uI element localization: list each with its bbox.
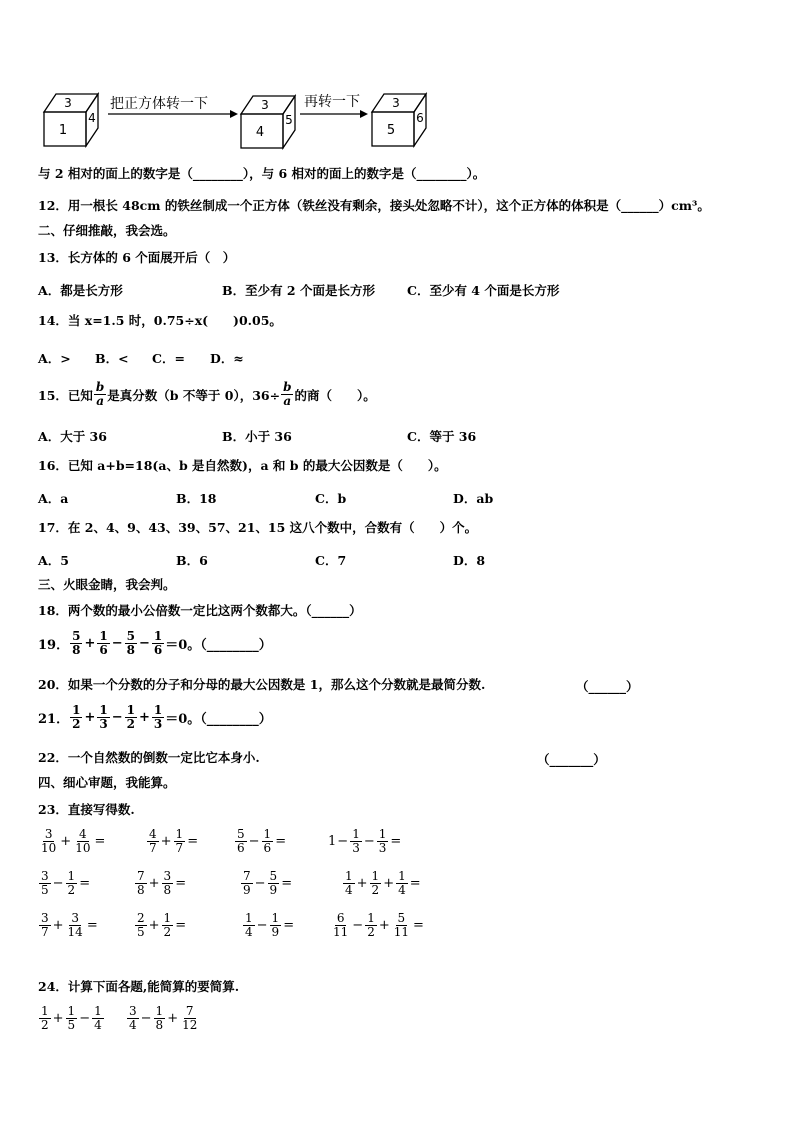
q17-option-a: A．5	[38, 553, 69, 568]
frac-1-3: $\frac{1}{3}$	[153, 703, 163, 731]
q23-item-5: $\frac{3}{5}$ − $\frac{1}{2}$ =	[41, 869, 91, 897]
q16-option-a: A．a	[38, 491, 69, 506]
q17-option-c: C．7	[315, 553, 347, 568]
q13-stem: 13．长方体的 6 个面展开后（ ）	[38, 250, 236, 265]
q19-tail: ＝0。（________）	[165, 638, 272, 653]
q23-item-12: $\frac{6}{11}$ − $\frac{1}{2}$ + $\frac{5}{11}$ =	[333, 911, 424, 939]
q20-text: 20．如果一个分数的分子和分母的最大公因数是 1，那么这个分数就是最简分数.	[38, 677, 486, 692]
frac-1-3: $\frac{1}{3}$	[99, 703, 108, 731]
q24-item-1: $\frac{1}{2}$ + $\frac{1}{5}$ − $\frac{1}{4}$	[41, 1004, 102, 1032]
q17-option-d: D．8	[453, 553, 486, 568]
cube-2	[241, 96, 295, 148]
cube-2-side: 5	[285, 113, 293, 127]
q15-post: 的商（ ）。	[294, 387, 376, 403]
frac-1-2: $\frac{1}{2}$	[126, 703, 135, 731]
q21-number: 21．	[38, 712, 70, 727]
q13-option-c: C．至少有 4 个面是长方形	[407, 283, 560, 298]
cube-2-top: 3	[261, 98, 269, 112]
q21-expression: 21． $\frac{1}{2}$ + $\frac{1}{3}$ − $\frac{1}{2}$ + $\frac{1}{3}$ ＝0。（________）	[38, 703, 272, 731]
q20-blank: （______）	[576, 679, 639, 694]
q15-option-b: B．小于 36	[222, 429, 292, 444]
frac-1-6: $\frac{1}{6}$	[99, 629, 108, 657]
q23-item-4: 1 − $\frac{1}{3}$ − $\frac{1}{3}$ =	[328, 827, 402, 855]
q14-option-d: D．≈	[210, 351, 244, 366]
q13-option-b: B．至少有 2 个面是长方形	[222, 283, 375, 298]
q12-text: 12．用一根长 48cm 的铁丝制成一个正方体（铁丝没有剩余，接头处忽略不计），这个正方体的体积是（______）cm³。	[38, 198, 710, 213]
fraction-b-over-a: $\frac{b}{a}$	[95, 380, 105, 408]
q16-option-d: D．ab	[453, 491, 494, 506]
q15-mid: 是真分数（b 不等于 0），36÷	[107, 387, 281, 403]
q11-text: 与 2 相对的面上的数字是（________），与 6 相对的面上的数字是（________）。	[38, 166, 486, 181]
cube-1-side: 4	[88, 111, 96, 125]
q23-item-3: $\frac{5}{6}$ − $\frac{1}{6}$ =	[237, 827, 287, 855]
rotate-arrow-1	[108, 95, 238, 118]
cube-3-side: 6	[416, 111, 424, 125]
q23-item-6: $\frac{7}{8}$ + $\frac{3}{8}$ =	[137, 869, 187, 897]
q13-option-a: A．都是长方形	[38, 283, 123, 298]
q15-option-c: C．等于 36	[407, 429, 477, 444]
q15-pre: 15．已知	[38, 387, 93, 403]
q24-title: 24．计算下面各题,能简算的要简算.	[38, 979, 240, 994]
cube-2-front: 4	[255, 125, 265, 140]
q21-tail: ＝0。（________）	[165, 712, 272, 727]
frac-1-2: $\frac{1}{2}$	[72, 703, 81, 731]
q17-option-b: B．6	[176, 553, 208, 568]
fraction-b-over-a-2: $\frac{b}{a}$	[283, 380, 292, 408]
q19-number: 19．	[38, 638, 70, 653]
q24-item-2: $\frac{3}{4}$ − $\frac{1}{8}$ + $\frac{7}{12}$	[129, 1004, 198, 1032]
q14-option-b: B．<	[95, 351, 129, 366]
cube-3-front: 5	[386, 123, 396, 138]
q18-text: 18．两个数的最小公倍数一定比这两个数都大。（______）	[38, 603, 362, 618]
q15-stem	[38, 381, 376, 408]
q22-blank: （_______）	[537, 752, 606, 767]
cube-3	[372, 94, 426, 146]
section-2-heading: 二、仔细推敲，我会选。	[38, 223, 176, 238]
arrow-1-label: 把正方体转一下	[110, 96, 208, 112]
cube-3-top: 3	[392, 96, 400, 110]
cube-rotation-figure	[38, 88, 478, 158]
section-3-heading: 三、火眼金睛，我会判。	[38, 577, 176, 592]
q16-stem: 16．已知 a+b=18(a、b 是自然数)，a 和 b 的最大公因数是（ ）。	[38, 458, 447, 473]
q15-option-a: A．大于 36	[38, 429, 107, 444]
section-4-heading: 四、细心审题，我能算。	[38, 775, 176, 790]
cube-1	[44, 94, 98, 146]
arrow-2-label: 再转一下	[304, 94, 360, 110]
q23-item-11: $\frac{1}{4}$ − $\frac{1}{9}$ =	[245, 911, 295, 939]
q17-stem: 17．在 2、4、9、43、39、57、21、15 这八个数中，合数有（ ）个。	[38, 520, 478, 535]
q14-option-c: C．=	[152, 351, 185, 366]
q23-item-2: $\frac{4}{7}$ + $\frac{1}{7}$ =	[149, 827, 199, 855]
frac-5-8: $\frac{5}{8}$	[126, 629, 135, 657]
cube-1-front: 1	[58, 123, 68, 138]
q23-title: 23．直接写得数.	[38, 802, 135, 817]
frac-1-6: $\frac{1}{6}$	[153, 629, 163, 657]
q14-stem: 14．当 x=1.5 时，0.75÷x( )0.05。	[38, 313, 282, 328]
q23-item-1: $\frac{3}{10}$ + $\frac{4}{10}$ =	[41, 827, 106, 855]
q23-item-8: $\frac{1}{4}$ + $\frac{1}{2}$ + $\frac{1}{4}$ =	[345, 869, 421, 897]
q16-option-c: C．b	[315, 491, 347, 506]
q19-expression: 19． $\frac{5}{8}$ + $\frac{1}{6}$ − $\frac{5}{8}$ − $\frac{1}{6}$ ＝0。（________）	[38, 629, 272, 657]
rotate-arrow-2	[300, 94, 368, 118]
cube-1-top: 3	[64, 96, 72, 110]
q23-item-7: $\frac{7}{9}$ − $\frac{5}{9}$ =	[243, 869, 293, 897]
frac-5-8: $\frac{5}{8}$	[72, 629, 81, 657]
q14-option-a: A．>	[38, 351, 71, 366]
q23-item-10: $\frac{2}{5}$ + $\frac{1}{2}$ =	[137, 911, 187, 939]
q23-item-9: $\frac{3}{7}$ + $\frac{3}{14}$ =	[41, 911, 98, 939]
q22-text: 22．一个自然数的倒数一定比它本身小.	[38, 750, 260, 765]
q16-option-b: B．18	[176, 491, 217, 506]
